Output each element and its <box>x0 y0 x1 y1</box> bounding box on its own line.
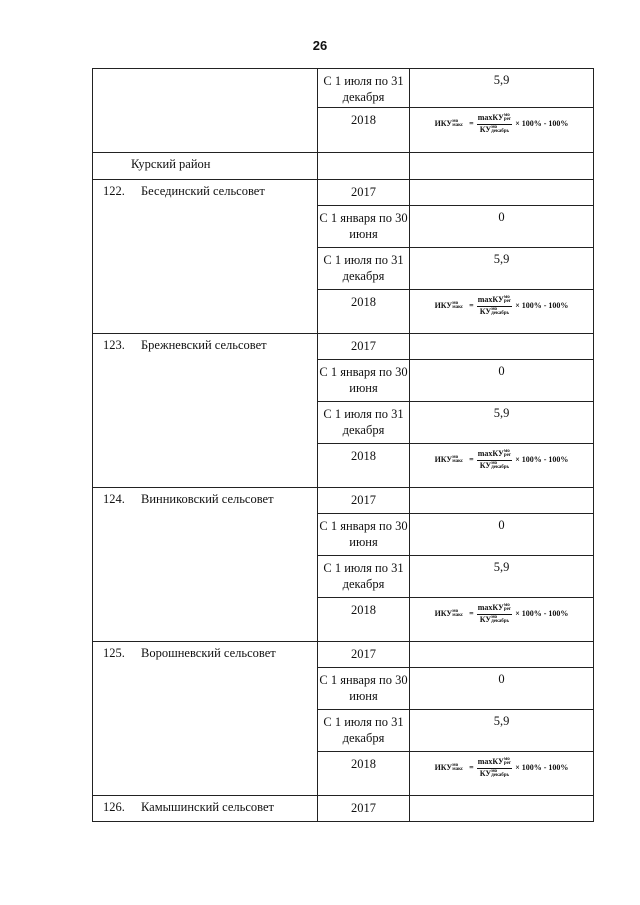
settlement-name: Ворошневский сельсовет <box>141 646 276 660</box>
year-cell: 2018 <box>318 752 410 796</box>
formula <box>410 756 593 778</box>
formula-equals: = <box>469 455 474 464</box>
year-cell: 2017 <box>318 488 410 514</box>
formula-lhs: ИКУ мо макс <box>434 608 464 618</box>
empty-cell <box>410 153 594 180</box>
formula-tail: × 100% - 100% <box>515 301 569 310</box>
formula <box>410 448 593 470</box>
settlement-name: Бесединский сельсовет <box>141 184 265 198</box>
formula-lhs: ИКУ мо макс <box>434 118 464 128</box>
formula-equals: = <box>469 763 474 772</box>
formula <box>410 294 593 316</box>
table-row <box>93 334 594 360</box>
formula-tail: × 100% - 100% <box>515 119 569 128</box>
empty-cell <box>318 153 410 180</box>
period-cell: С 1 июля по 31 декабря <box>318 710 410 752</box>
settlement-name: Винниковский сельсовет <box>141 492 274 506</box>
formula-cell <box>410 444 594 488</box>
year-cell: 2018 <box>318 290 410 334</box>
formula-tail: × 100% - 100% <box>515 609 569 618</box>
formula-lhs: ИКУ мо макс <box>434 454 464 464</box>
formula-equals: = <box>469 119 474 128</box>
table-row <box>93 488 594 514</box>
empty-cell <box>410 642 594 668</box>
empty-cell <box>410 334 594 360</box>
value-cell: 0 <box>410 360 594 402</box>
value-cell: 0 <box>410 514 594 556</box>
period-cell: С 1 января по 30 июня <box>318 668 410 710</box>
formula-fraction: maxКУ мо рег КУ мо декабрь <box>477 295 512 316</box>
formula-fraction: maxКУ мо рег КУ мо декабрь <box>477 449 512 470</box>
formula-equals: = <box>469 301 474 310</box>
formula-fraction: maxКУ мо рег КУ мо декабрь <box>477 757 512 778</box>
row-number: 123. <box>103 338 125 352</box>
empty-cell <box>410 796 594 822</box>
formula-fraction: maxКУ мо рег КУ мо декабрь <box>477 113 512 134</box>
period-cell: С 1 января по 30 июня <box>318 514 410 556</box>
year-cell: 2017 <box>318 334 410 360</box>
settlement-cell <box>93 796 318 822</box>
page-number: 26 <box>312 38 328 53</box>
formula-lhs: ИКУ мо макс <box>434 300 464 310</box>
row-number: 125. <box>103 646 125 660</box>
period-cell: С 1 июля по 31 декабря <box>318 248 410 290</box>
empty-cell <box>410 180 594 206</box>
formula-fraction: maxКУ мо рег КУ мо декабрь <box>477 603 512 624</box>
settlement-cell <box>93 69 318 153</box>
formula-cell <box>410 598 594 642</box>
period-cell: С 1 июля по 31 декабря <box>318 402 410 444</box>
district-name: Курский район <box>93 153 318 180</box>
value-cell: 5,9 <box>410 556 594 598</box>
formula <box>410 112 593 134</box>
settlement-cell <box>93 334 318 488</box>
tariff-table <box>92 68 594 822</box>
year-cell: 2017 <box>318 180 410 206</box>
year-cell: 2017 <box>318 642 410 668</box>
settlement-name: Брежневский сельсовет <box>141 338 267 352</box>
table-row <box>93 642 594 668</box>
formula-lhs: ИКУ мо макс <box>434 762 464 772</box>
table-row <box>93 180 594 206</box>
table-row <box>93 69 594 108</box>
formula-cell <box>410 290 594 334</box>
row-number: 126. <box>103 800 125 814</box>
row-number: 124. <box>103 492 125 506</box>
table-row <box>93 796 594 822</box>
value-cell: 0 <box>410 668 594 710</box>
empty-cell <box>410 488 594 514</box>
row-number: 122. <box>103 184 125 198</box>
year-cell: 2018 <box>318 444 410 488</box>
settlement-name: Камышинский сельсовет <box>141 800 274 814</box>
year-cell: 2018 <box>318 108 410 153</box>
formula-tail: × 100% - 100% <box>515 455 569 464</box>
formula <box>410 602 593 624</box>
period-cell: С 1 января по 30 июня <box>318 206 410 248</box>
formula-equals: = <box>469 609 474 618</box>
formula-tail: × 100% - 100% <box>515 763 569 772</box>
settlement-cell <box>93 180 318 334</box>
period-cell: С 1 января по 30 июня <box>318 360 410 402</box>
value-cell: 5,9 <box>410 402 594 444</box>
value-cell: 0 <box>410 206 594 248</box>
period-cell: С 1 июля по 31 декабря <box>318 69 410 108</box>
year-cell: 2017 <box>318 796 410 822</box>
table-row <box>93 153 594 180</box>
period-cell: С 1 июля по 31 декабря <box>318 556 410 598</box>
formula-cell <box>410 752 594 796</box>
value-cell: 5,9 <box>410 248 594 290</box>
formula-cell <box>410 108 594 153</box>
settlement-cell <box>93 642 318 796</box>
value-cell: 5,9 <box>410 69 594 108</box>
value-cell: 5,9 <box>410 710 594 752</box>
year-cell: 2018 <box>318 598 410 642</box>
settlement-cell <box>93 488 318 642</box>
